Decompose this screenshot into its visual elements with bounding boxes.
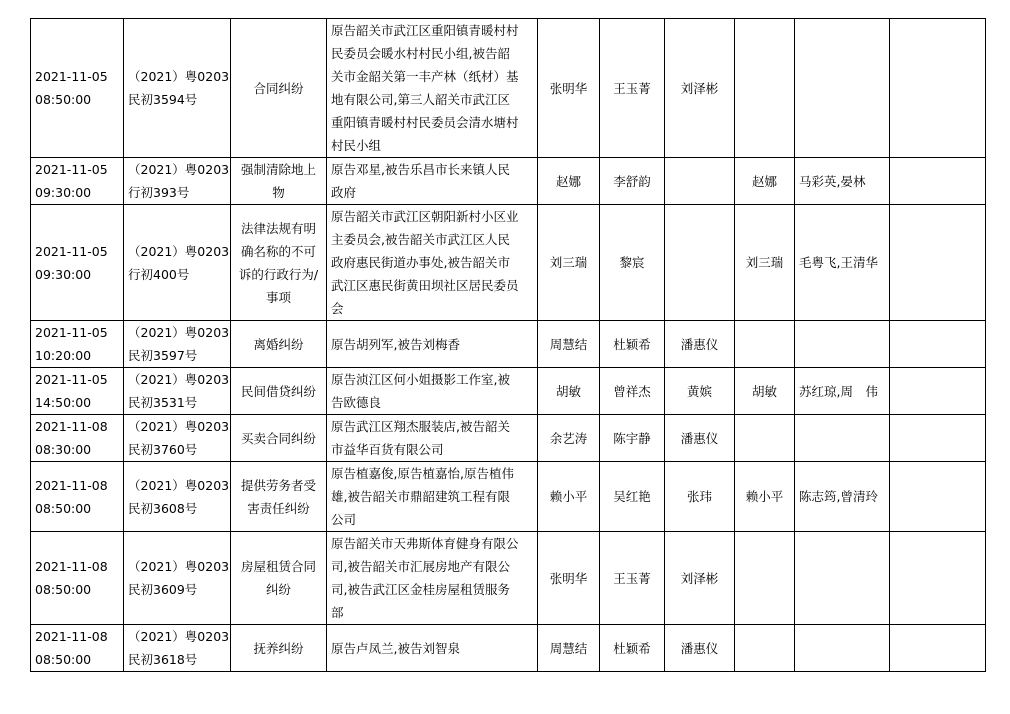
cell-text-line: 政府惠民街道办事处,被告韶关市 [331,255,510,270]
clerk-cell [665,19,735,158]
assistant-cell [600,321,665,368]
cell-text-line: 民初3760号 [128,442,198,457]
cell-text-line: 2021-11-05 [35,162,108,177]
cell-text-line: 09:30:00 [35,185,92,200]
presiding-judge-cell [538,19,600,158]
cell-text-line: 民间借贷纠纷 [240,383,316,399]
hearing-time-cell [31,19,124,158]
cell-text-line: 部 [331,605,344,620]
presiding-judge-cell [538,462,600,532]
cell-text-line: 2021-11-05 [35,69,108,84]
clerk-cell [665,625,735,672]
hearing-time-cell [31,532,124,625]
cell-text-line: 原告浈江区何小姐摄影工作室,被 [331,372,510,387]
cell-text-line: （2021）粤0203 [128,559,230,574]
cell-text-line: 原告卢凤兰,被告刘智泉 [331,640,460,656]
assistant-cell [600,158,665,205]
cell-text-line: 提供劳务者受 [240,477,316,493]
cell-text-line: 08:50:00 [35,92,92,107]
remarks-cell [890,625,986,672]
cell-text-line: （2021）粤0203 [128,69,230,84]
schedule-body [31,19,986,672]
cell-text-line: 原告韶关市武江区重阳镇青暖村村 [331,23,519,38]
remarks-cell [890,19,986,158]
cell-text: 周慧结 [549,336,588,352]
cell-text: 刘三瑞 [549,255,588,270]
cell-text-line: 2021-11-08 [35,629,108,644]
case-number-cell [124,19,231,158]
cell-text: 杜颖希 [613,336,651,352]
cell-text-line: 公司 [331,512,357,527]
remarks-cell [890,368,986,415]
cell-text-line: （2021）粤0203 [128,477,230,493]
table-row [31,321,986,368]
cell-text-line: （2021）粤0203 [128,372,230,387]
cell-text-line: 强制清除地上 [240,162,316,177]
chief-judge-cell [735,532,795,625]
cell-text: 胡敏 [751,383,777,399]
assistant-cell [600,532,665,625]
panel-members-cell [795,321,890,368]
cell-text-line: 确名称的不可 [240,243,316,259]
cell-text-line: 主委员会,被告韶关市武江区人民 [331,232,510,247]
cell-text-line: 08:50:00 [35,500,92,516]
cell-text-line: 重阳镇青暖村村民委员会清水塘村 [331,115,519,130]
cell-text-line: 2021-11-08 [35,477,108,493]
cell-text: 刘泽彬 [680,570,719,586]
cell-text-line: 原告武江区翔杰服装店,被告韶关 [331,419,510,434]
cell-text-line: 纠纷 [265,582,291,597]
cell-text-line: 2021-11-08 [35,419,108,434]
cell-text-line: 政府 [331,185,357,200]
cell-text-line: 告欧德良 [331,395,382,410]
chief-judge-cell [735,158,795,205]
case-cause-cell [231,321,327,368]
cell-text: 余艺涛 [549,430,588,446]
presiding-judge-cell [538,158,600,205]
clerk-cell [665,321,735,368]
case-number-cell [124,321,231,368]
chief-judge-cell [735,415,795,462]
remarks-cell [890,158,986,205]
cell-text: 刘泽彬 [680,80,719,96]
presiding-judge-cell [538,205,600,321]
remarks-cell [890,462,986,532]
cell-text: 潘惠仪 [680,336,719,352]
table-row [31,625,986,672]
cell-text-line: 原告邓星,被告乐昌市长来镇人民 [331,162,510,177]
cell-text-line: 08:50:00 [35,652,92,667]
cell-text: 杜颖希 [613,640,651,656]
table-row [31,462,986,532]
cell-text-line: 事项 [265,289,291,305]
table-row [31,158,986,205]
cell-text: 赖小平 [549,489,588,504]
cell-text: 赵娜 [751,173,777,189]
table-row [31,532,986,625]
cell-text: 张明华 [549,80,588,96]
case-number-cell [124,462,231,532]
parties-cell [327,532,538,625]
cell-text-line: 司,被告武江区金桂房屋租赁服务 [331,582,510,597]
panel-members-cell [795,19,890,158]
cell-text-line: 原告胡列军,被告刘梅香 [331,336,460,352]
remarks-cell [890,321,986,368]
case-cause-cell [231,205,327,321]
chief-judge-cell [735,19,795,158]
assistant-cell [600,462,665,532]
hearing-schedule-table [30,18,986,672]
cell-text-line: 民初3597号 [128,348,198,363]
remarks-cell [890,205,986,321]
panel-members-cell [795,205,890,321]
table-row [31,205,986,321]
case-cause-cell [231,625,327,672]
cell-text: 陈志筠,曾清玲 [799,489,878,504]
cell-text-line: 原告韶关市天弗斯体育健身有限公 [331,536,519,551]
hearing-time-cell [31,158,124,205]
cell-text: 赖小平 [745,489,784,504]
cell-text-line: 原告韶关市武江区朝阳新村小区业 [331,209,519,224]
table-row [31,415,986,462]
presiding-judge-cell [538,532,600,625]
cell-text: 潘惠仪 [680,640,719,656]
parties-cell [327,158,538,205]
hearing-time-cell [31,368,124,415]
cell-text-line: 地有限公司,第三人韶关市武江区 [331,92,510,107]
cell-text: 赵娜 [555,173,581,189]
cell-text-line: 离婚纠纷 [253,336,304,352]
case-number-cell [124,415,231,462]
cell-text-line: 害责任纠纷 [247,500,310,516]
remarks-cell [890,415,986,462]
assistant-cell [600,19,665,158]
chief-judge-cell [735,368,795,415]
case-number-cell [124,368,231,415]
presiding-judge-cell [538,625,600,672]
parties-cell [327,368,538,415]
table-row [31,368,986,415]
case-cause-cell [231,368,327,415]
cell-text-line: （2021）粤0203 [128,162,230,177]
cell-text: 黄嫔 [686,383,712,399]
assistant-cell [600,368,665,415]
cell-text-line: 2021-11-05 [35,372,108,387]
cell-text-line: 行初393号 [128,185,190,200]
cell-text-line: 司,被告韶关市汇展房地产有限公 [331,559,510,574]
cell-text-line: 房屋租赁合同 [240,559,316,574]
cell-text-line: 民初3531号 [128,395,198,410]
hearing-time-cell [31,415,124,462]
cell-text: 周慧结 [549,640,588,656]
clerk-cell [665,415,735,462]
cell-text: 苏红琼,周 伟 [799,383,878,399]
case-number-cell [124,625,231,672]
parties-cell [327,462,538,532]
clerk-cell [665,158,735,205]
cell-text-line: （2021）粤0203 [128,629,230,644]
cell-text-line: 2021-11-05 [35,325,108,340]
cell-text: 毛粤飞,王清华 [799,255,878,270]
hearing-time-cell [31,625,124,672]
cell-text-line: 雄,被告韶关市鼎韶建筑工程有限 [331,489,510,504]
cell-text: 刘三瑞 [745,255,784,270]
hearing-time-cell [31,321,124,368]
assistant-cell [600,625,665,672]
cell-text: 吴红艳 [613,489,651,504]
case-cause-cell [231,532,327,625]
cell-text-line: 物 [272,185,285,200]
cell-text-line: 民委员会暖水村村民小组,被告韶 [331,46,510,61]
case-cause-cell [231,415,327,462]
clerk-cell [665,462,735,532]
panel-members-cell [795,625,890,672]
chief-judge-cell [735,462,795,532]
cell-text: 胡敏 [555,383,581,399]
chief-judge-cell [735,205,795,321]
case-cause-cell [231,19,327,158]
cell-text-line: 民初3594号 [128,92,198,107]
chief-judge-cell [735,625,795,672]
cell-text-line: 会 [331,301,344,316]
parties-cell [327,205,538,321]
cell-text-line: 民初3609号 [128,582,198,597]
cell-text-line: 合同纠纷 [253,80,304,96]
panel-members-cell [795,158,890,205]
clerk-cell [665,368,735,415]
cell-text-line: 武江区惠民街黄田坝社区居民委员 [331,278,519,293]
cell-text-line: 市益华百货有限公司 [331,442,444,457]
hearing-time-cell [31,462,124,532]
presiding-judge-cell [538,321,600,368]
cell-text-line: 诉的行政行为/ [238,266,319,282]
cell-text: 曾祥杰 [613,383,651,399]
chief-judge-cell [735,321,795,368]
cell-text-line: 08:30:00 [35,442,92,457]
cell-text-line: 法律法规有明 [240,220,316,236]
cell-text-line: 10:20:00 [35,348,92,363]
panel-members-cell [795,415,890,462]
case-number-cell [124,532,231,625]
cell-text-line: （2021）粤0203 [128,419,230,434]
case-number-cell [124,205,231,321]
cell-text: 马彩英,晏林 [799,173,866,189]
parties-cell [327,321,538,368]
cell-text-line: 2021-11-05 [35,243,108,259]
hearing-time-cell [31,205,124,321]
cell-text-line: （2021）粤0203 [128,243,230,259]
presiding-judge-cell [538,415,600,462]
presiding-judge-cell [538,368,600,415]
case-cause-cell [231,462,327,532]
cell-text: 李舒韵 [613,173,651,189]
parties-cell [327,415,538,462]
cell-text: 潘惠仪 [680,430,719,446]
parties-cell [327,625,538,672]
cell-text-line: 08:50:00 [35,582,92,597]
panel-members-cell [795,462,890,532]
case-cause-cell [231,158,327,205]
panel-members-cell [795,532,890,625]
cell-text-line: 原告植嘉俊,原告植嘉怡,原告植伟 [331,466,514,481]
cell-text: 张明华 [549,570,588,586]
clerk-cell [665,205,735,321]
table-row [31,19,986,158]
cell-text-line: （2021）粤0203 [128,325,230,340]
cell-text-line: 关市金韶关第一丰产林（纸材）基 [331,69,519,84]
cell-text-line: 09:30:00 [35,266,92,282]
assistant-cell [600,415,665,462]
parties-cell [327,19,538,158]
cell-text: 陈宇静 [613,430,651,446]
cell-text: 王玉菁 [613,80,651,96]
cell-text-line: 村民小组 [331,138,382,153]
panel-members-cell [795,368,890,415]
cell-text-line: 买卖合同纠纷 [240,430,316,446]
cell-text: 黎宸 [619,255,645,270]
cell-text: 王玉菁 [613,570,651,586]
clerk-cell [665,532,735,625]
cell-text-line: 民初3618号 [128,652,198,667]
assistant-cell [600,205,665,321]
cell-text: 张玮 [686,489,712,504]
cell-text-line: 2021-11-08 [35,559,108,574]
cell-text-line: 民初3608号 [128,500,198,516]
cell-text-line: 行初400号 [128,266,190,282]
case-number-cell [124,158,231,205]
remarks-cell [890,532,986,625]
cell-text-line: 14:50:00 [35,395,92,410]
cell-text-line: 抚养纠纷 [253,640,304,656]
